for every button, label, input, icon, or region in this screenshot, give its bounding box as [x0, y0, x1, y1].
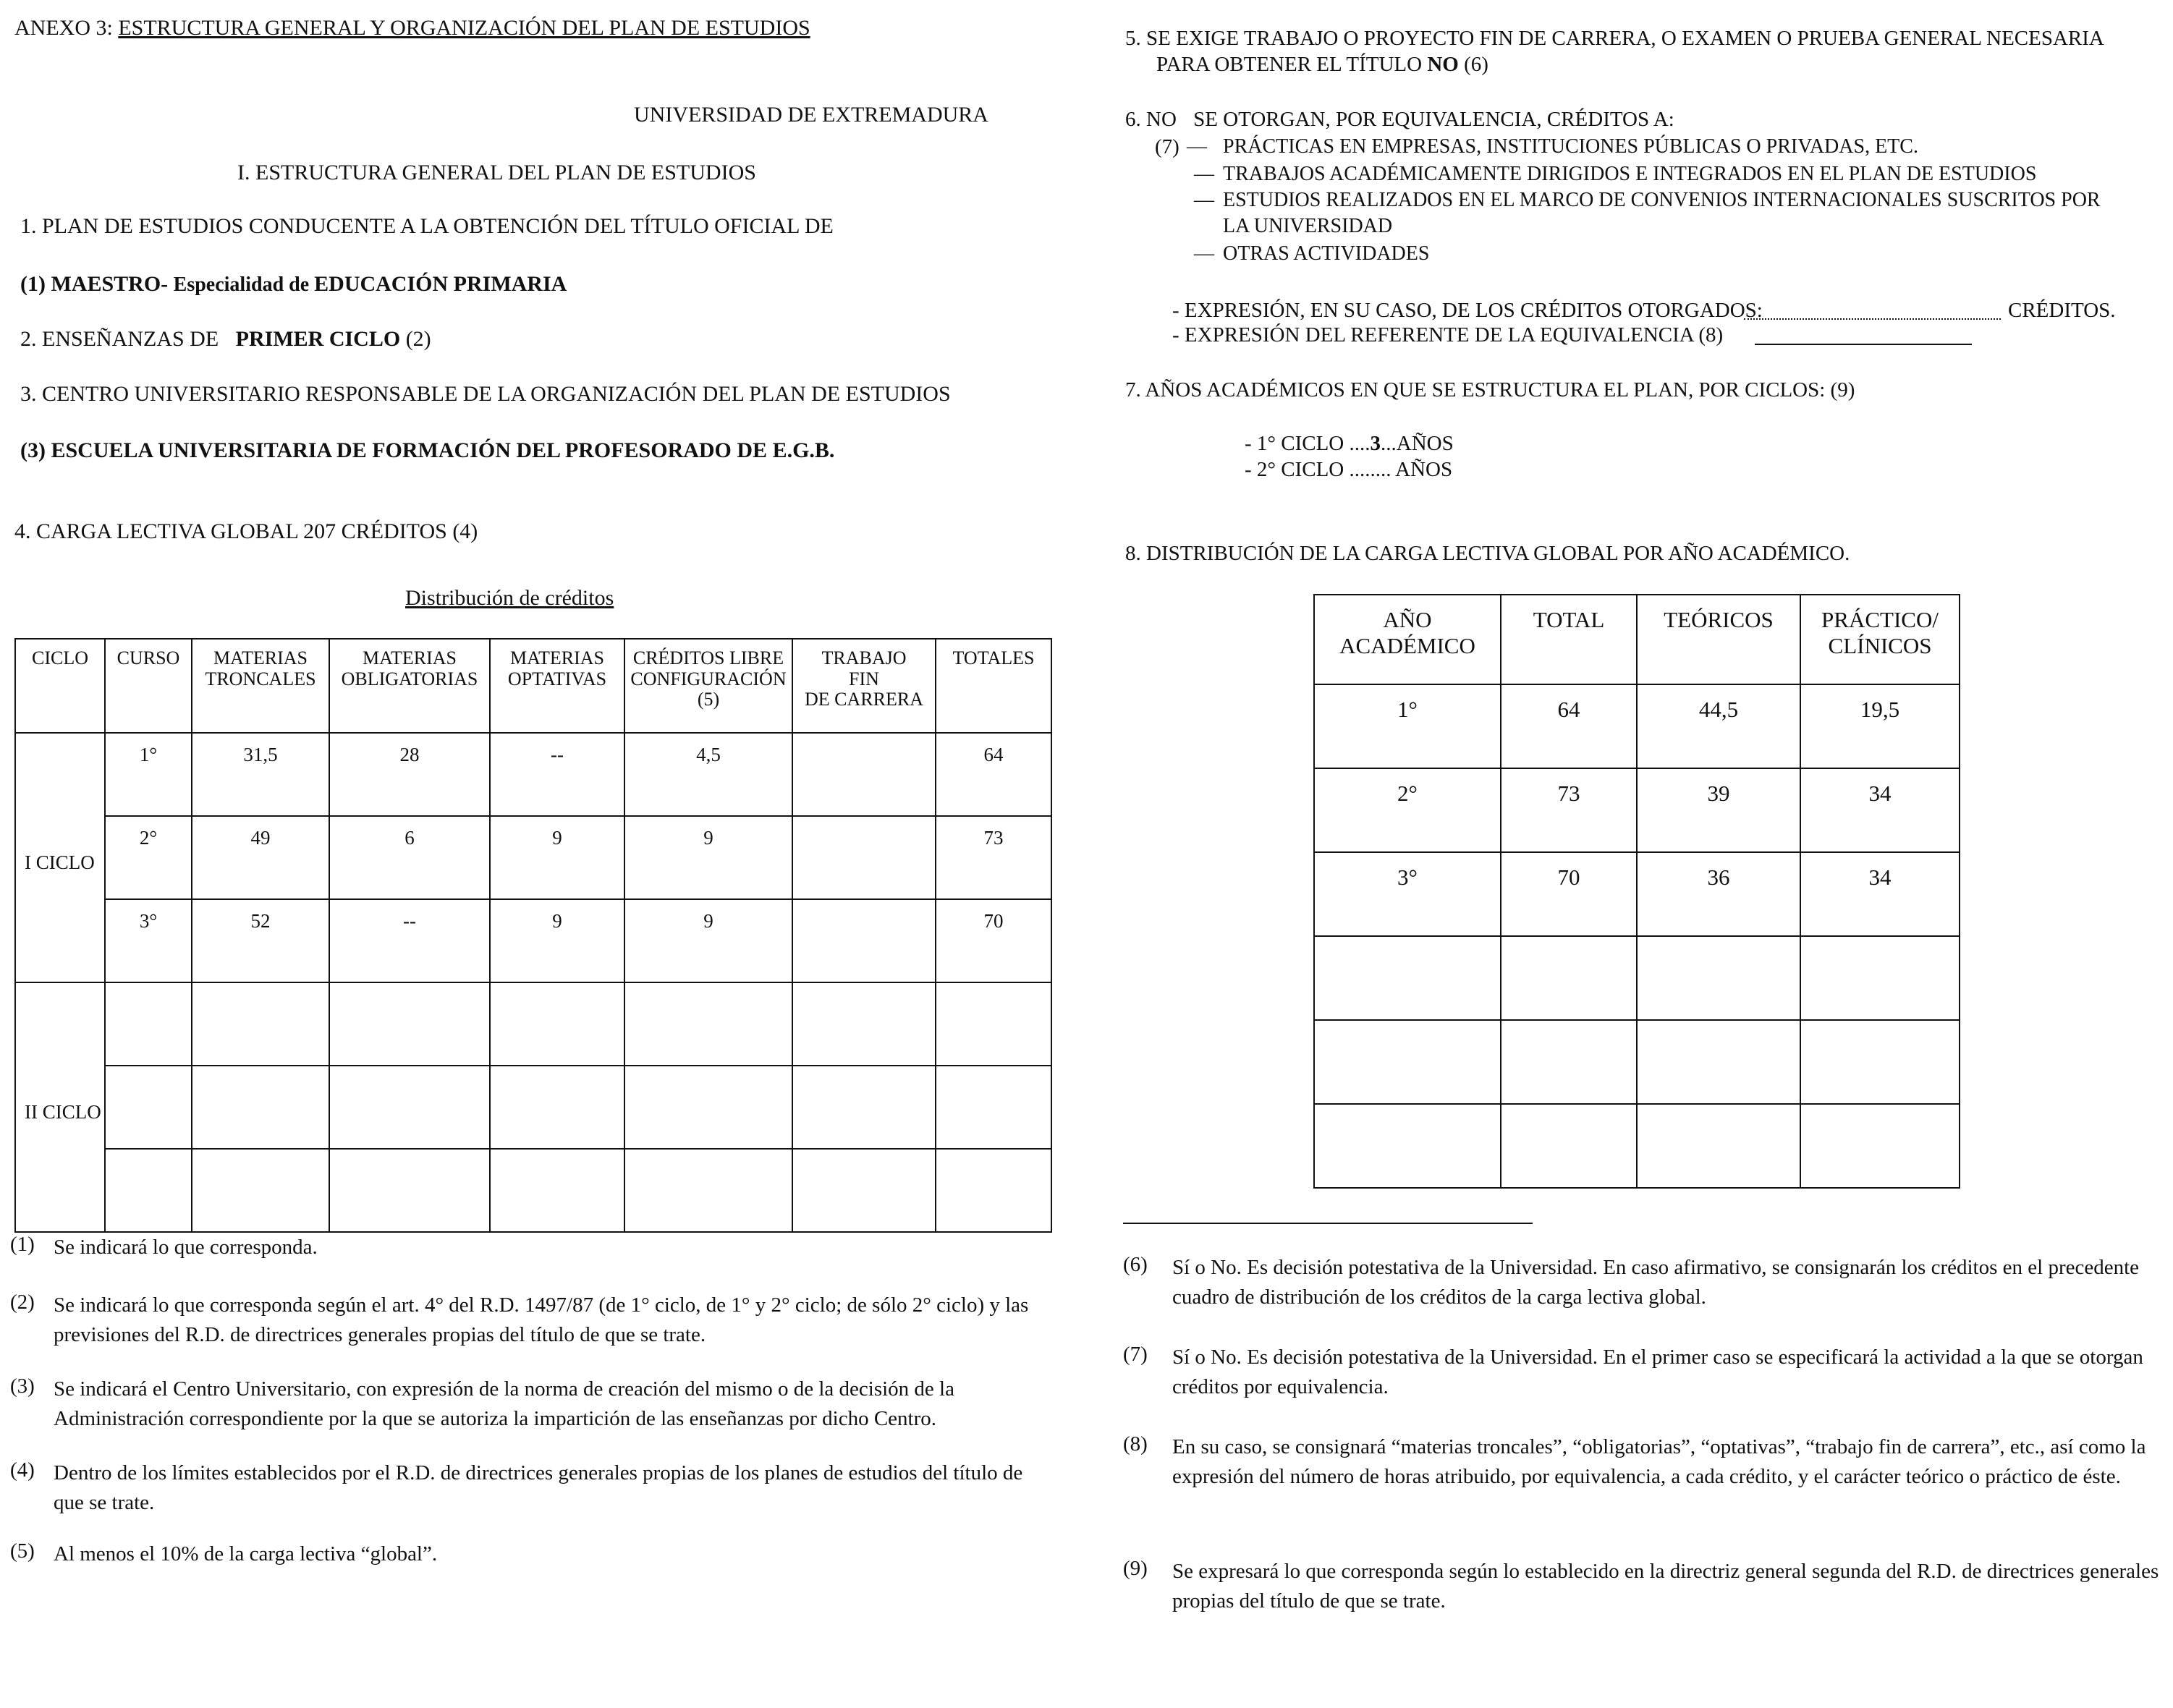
equivalence-fill-line [1755, 344, 1972, 345]
cell-libre: 9 [624, 899, 792, 982]
cycle-1-years-pre: - 1° CICLO .... [1245, 432, 1371, 455]
footnote-number: (8) [1123, 1432, 1148, 1456]
bullet-dash: — [1194, 242, 1214, 265]
expression-credits: - EXPRESIÓN, EN SU CASO, DE LOS CRÉDITOS OTORGADOS: [1172, 299, 1763, 322]
cycle-1-years-post: ...AÑOS [1381, 432, 1454, 455]
cell-troncales: 31,5 [192, 733, 329, 816]
header-libre-configuracion: CRÉDITOS LIBRE CONFIGURACIÓN (5) [624, 639, 792, 733]
bullet-item-continued: LA UNIVERSIDAD [1223, 215, 1393, 237]
header-total: TOTAL [1501, 595, 1637, 684]
footnote-number: (1) [10, 1233, 35, 1256]
header-optativas: MATERIAS OPTATIVAS [490, 639, 624, 733]
item-2 [20, 327, 431, 351]
item-1-value [20, 272, 567, 297]
item-2-value: PRIMER CICLO [235, 327, 401, 351]
table-row [1314, 1104, 1960, 1188]
table-row [1314, 768, 1960, 852]
annex-title: ESTRUCTURA GENERAL Y ORGANIZACIÓN DEL PLAN DE ESTUDIOS [118, 16, 810, 40]
footnote-number: (6) [1123, 1253, 1148, 1276]
footnote-text: Sí o No. Es decisión potestativa de la Universidad. En caso afirmativo, se consignarán los créditos en el precedente cuadro de distribución de los créditos de la carga lectiva global. [1172, 1256, 2140, 1309]
bullet-dash: — [1187, 135, 1207, 158]
credits-fill-line [1744, 318, 2001, 320]
cell-obligatorias: -- [329, 899, 490, 982]
cell-practicos: 19,5 [1800, 684, 1960, 768]
footnote-number: (5) [10, 1539, 35, 1563]
distribution-caption: Distribución de créditos [405, 586, 614, 610]
item-1: 1. PLAN DE ESTUDIOS CONDUCENTE A LA OBTENCIÓN DEL TÍTULO OFICIAL DE [20, 214, 834, 238]
item-5-ref: (6) [1458, 53, 1488, 76]
item-7: 7. AÑOS ACADÉMICOS EN QUE SE ESTRUCTURA EL PLAN, POR CICLOS: (9) [1125, 378, 1855, 401]
cell-anio: 3° [1314, 852, 1501, 936]
item-5-line-2 [1156, 54, 1488, 77]
cell-practicos: 34 [1800, 768, 1960, 852]
item-6 [1125, 109, 1674, 132]
cell-optativas: -- [490, 733, 624, 816]
header-trabajo-fin-carrera: TRABAJO FIN DE CARRERA [792, 639, 936, 733]
footnote-text: En su caso, se consignará “materias troncales”, “obligatorias”, “optativas”, “trabajo fin de carrera”, etc., así como la expresión del número de horas atribuido, por equivalencia, a cada crédito, y el carácter teórico o práctico de éste. [1172, 1435, 2146, 1489]
item-3: 3. CENTRO UNIVERSITARIO RESPONSABLE DE LA ORGANIZACIÓN DEL PLAN DE ESTUDIOS [20, 382, 951, 406]
cell-total: 70 [1501, 852, 1637, 936]
cycle-1-years-value: 3 [1370, 432, 1381, 455]
cycle-1-label: I CICLO [15, 733, 105, 982]
item-6-text: SE OTORGAN, POR EQUIVALENCIA, CRÉDITOS A: [1193, 108, 1674, 131]
cell-curso: 3° [105, 899, 192, 982]
item-2-label: 2. ENSEÑANZAS DE [20, 327, 219, 351]
header-troncales: MATERIAS TRONCALES [192, 639, 329, 733]
cell-optativas: 9 [490, 816, 624, 899]
cycle-2-label: II CICLO [15, 982, 105, 1232]
header-teoricos: TEÓRICOS [1637, 595, 1800, 684]
footnote-number: (3) [10, 1375, 35, 1398]
item-2-ref: (2) [405, 327, 431, 351]
item-3-value: (3) ESCUELA UNIVERSITARIA DE FORMACIÓN DEL PROFESORADO DE E.G.B. [20, 438, 835, 462]
item-8: 8. DISTRIBUCIÓN DE LA CARGA LECTIVA GLOBAL POR AÑO ACADÉMICO. [1125, 542, 1850, 565]
footnote-number: (4) [10, 1458, 35, 1482]
item-5-line-2-pre: PARA OBTENER EL TÍTULO [1156, 53, 1428, 76]
cell-troncales: 52 [192, 899, 329, 982]
cell-teoricos: 44,5 [1637, 684, 1800, 768]
table-header-row [1314, 595, 1960, 684]
cell-troncales: 49 [192, 816, 329, 899]
table-row [1314, 684, 1960, 768]
table-row [1314, 1020, 1960, 1104]
header-obligatorias: MATERIAS OBLIGATORIAS [329, 639, 490, 733]
cycle-2-years: - 2° CICLO ........ AÑOS [1245, 458, 1453, 481]
footnote-separator [1123, 1223, 1533, 1224]
cell-total: 64 [1501, 684, 1637, 768]
footnote-number: (9) [1123, 1557, 1148, 1580]
annex-heading [14, 16, 810, 40]
table-row [15, 982, 1051, 1066]
academic-year-table [1313, 594, 1960, 1189]
cell-curso: 1° [105, 733, 192, 816]
cell-optativas: 9 [490, 899, 624, 982]
section-title: I. ESTRUCTURA GENERAL DEL PLAN DE ESTUDIOS [237, 161, 756, 184]
bullet-dash: — [1194, 163, 1214, 185]
item-1-value-prefix: (1) MAESTRO- [20, 272, 174, 296]
cell-total: 73 [1501, 768, 1637, 852]
footnote-text: Dentro de los límites establecidos por el R.D. de directrices generales propias de los planes de estudios del título de que se trate. [54, 1461, 1023, 1515]
annex-prefix: ANEXO 3: [14, 16, 119, 40]
item-4: 4. CARGA LECTIVA GLOBAL 207 CRÉDITOS (4) [14, 519, 478, 543]
bullet-item: OTRAS ACTIVIDADES [1223, 242, 1430, 265]
item-1-value-mid: Especialidad de [173, 273, 315, 296]
item-6-ref: (7) [1155, 135, 1179, 158]
cell-totales: 70 [936, 899, 1051, 982]
credit-distribution-table [14, 638, 1052, 1233]
item-5-value: NO [1427, 53, 1459, 76]
item-5-line-1: 5. SE EXIGE TRABAJO O PROYECTO FIN DE CARRERA, O EXAMEN O PRUEBA GENERAL NECESARIA [1125, 27, 2104, 50]
footnote-text: Se expresará lo que corresponda según lo establecido en la directriz general segunda del R.D. de directrices generales propias del título de que se trate. [1172, 1560, 2159, 1613]
table-row [15, 733, 1051, 816]
footnote-text: Sí o No. Es decisión potestativa de la Universidad. En el primer caso se especificará la actividad a la que se otorgan créditos por equivalencia. [1172, 1346, 2143, 1399]
cell-obligatorias: 28 [329, 733, 490, 816]
table-row [1314, 936, 1960, 1020]
header-totales: TOTALES [936, 639, 1051, 733]
cell-trabajo [792, 733, 936, 816]
footnote-number: (2) [10, 1291, 35, 1314]
footnote-text: Se indicará lo que corresponda. [54, 1236, 318, 1259]
cell-obligatorias: 6 [329, 816, 490, 899]
footnote-text: Al menos el 10% de la carga lectiva “global”. [54, 1542, 438, 1565]
cell-trabajo [792, 899, 936, 982]
cell-teoricos: 39 [1637, 768, 1800, 852]
table-row [1314, 852, 1960, 936]
table-row [15, 899, 1051, 982]
table-header-row [15, 639, 1051, 733]
table-row [15, 816, 1051, 899]
expression-equivalence: - EXPRESIÓN DEL REFERENTE DE LA EQUIVALENCIA (8) [1172, 323, 1724, 347]
cell-practicos: 34 [1800, 852, 1960, 936]
footnote-text: Se indicará el Centro Universitario, con expresión de la norma de creación del mismo o de la decisión de la Administración correspondiente por la que se autoriza la impartición de las enseñanzas por dicho Centro. [54, 1377, 954, 1431]
cell-totales: 64 [936, 733, 1051, 816]
bullet-item: ESTUDIOS REALIZADOS EN EL MARCO DE CONVENIOS INTERNACIONALES SUSCRITOS POR [1223, 189, 2101, 211]
cell-anio: 2° [1314, 768, 1501, 852]
header-curso: CURSO [105, 639, 192, 733]
cell-curso: 2° [105, 816, 192, 899]
table-row [15, 1066, 1051, 1149]
header-ciclo: CICLO [15, 639, 105, 733]
cell-libre: 9 [624, 816, 792, 899]
cell-trabajo [792, 816, 936, 899]
cell-totales: 73 [936, 816, 1051, 899]
table-row [15, 1149, 1051, 1232]
cell-anio: 1° [1314, 684, 1501, 768]
header-practicos: PRÁCTICO/ CLÍNICOS [1800, 595, 1960, 684]
bullet-item: TRABAJOS ACADÉMICAMENTE DIRIGIDOS E INTEGRADOS EN EL PLAN DE ESTUDIOS [1223, 163, 2037, 185]
bullet-item: PRÁCTICAS EN EMPRESAS, INSTITUCIONES PÚBLICAS O PRIVADAS, ETC. [1223, 135, 1918, 158]
cell-libre: 4,5 [624, 733, 792, 816]
header-anio-academico: AÑO ACADÉMICO [1314, 595, 1501, 684]
item-1-value-end: EDUCACIÓN PRIMARIA [314, 272, 567, 296]
cell-teoricos: 36 [1637, 852, 1800, 936]
cycle-1-years [1245, 433, 1454, 456]
footnote-number: (7) [1123, 1343, 1148, 1366]
credits-unit: CRÉDITOS. [2008, 299, 2116, 322]
footnote-text: Se indicará lo que corresponda según el art. 4° del R.D. 1497/87 (de 1° ciclo, de 1° y 2° ciclo; de sólo 2° ciclo) y las previsiones del R.D. de directrices generales propias del título de que se trate. [54, 1293, 1029, 1347]
university-name: UNIVERSIDAD DE EXTREMADURA [634, 103, 988, 127]
item-6-no: 6. NO [1125, 108, 1177, 131]
bullet-dash: — [1194, 189, 1214, 211]
